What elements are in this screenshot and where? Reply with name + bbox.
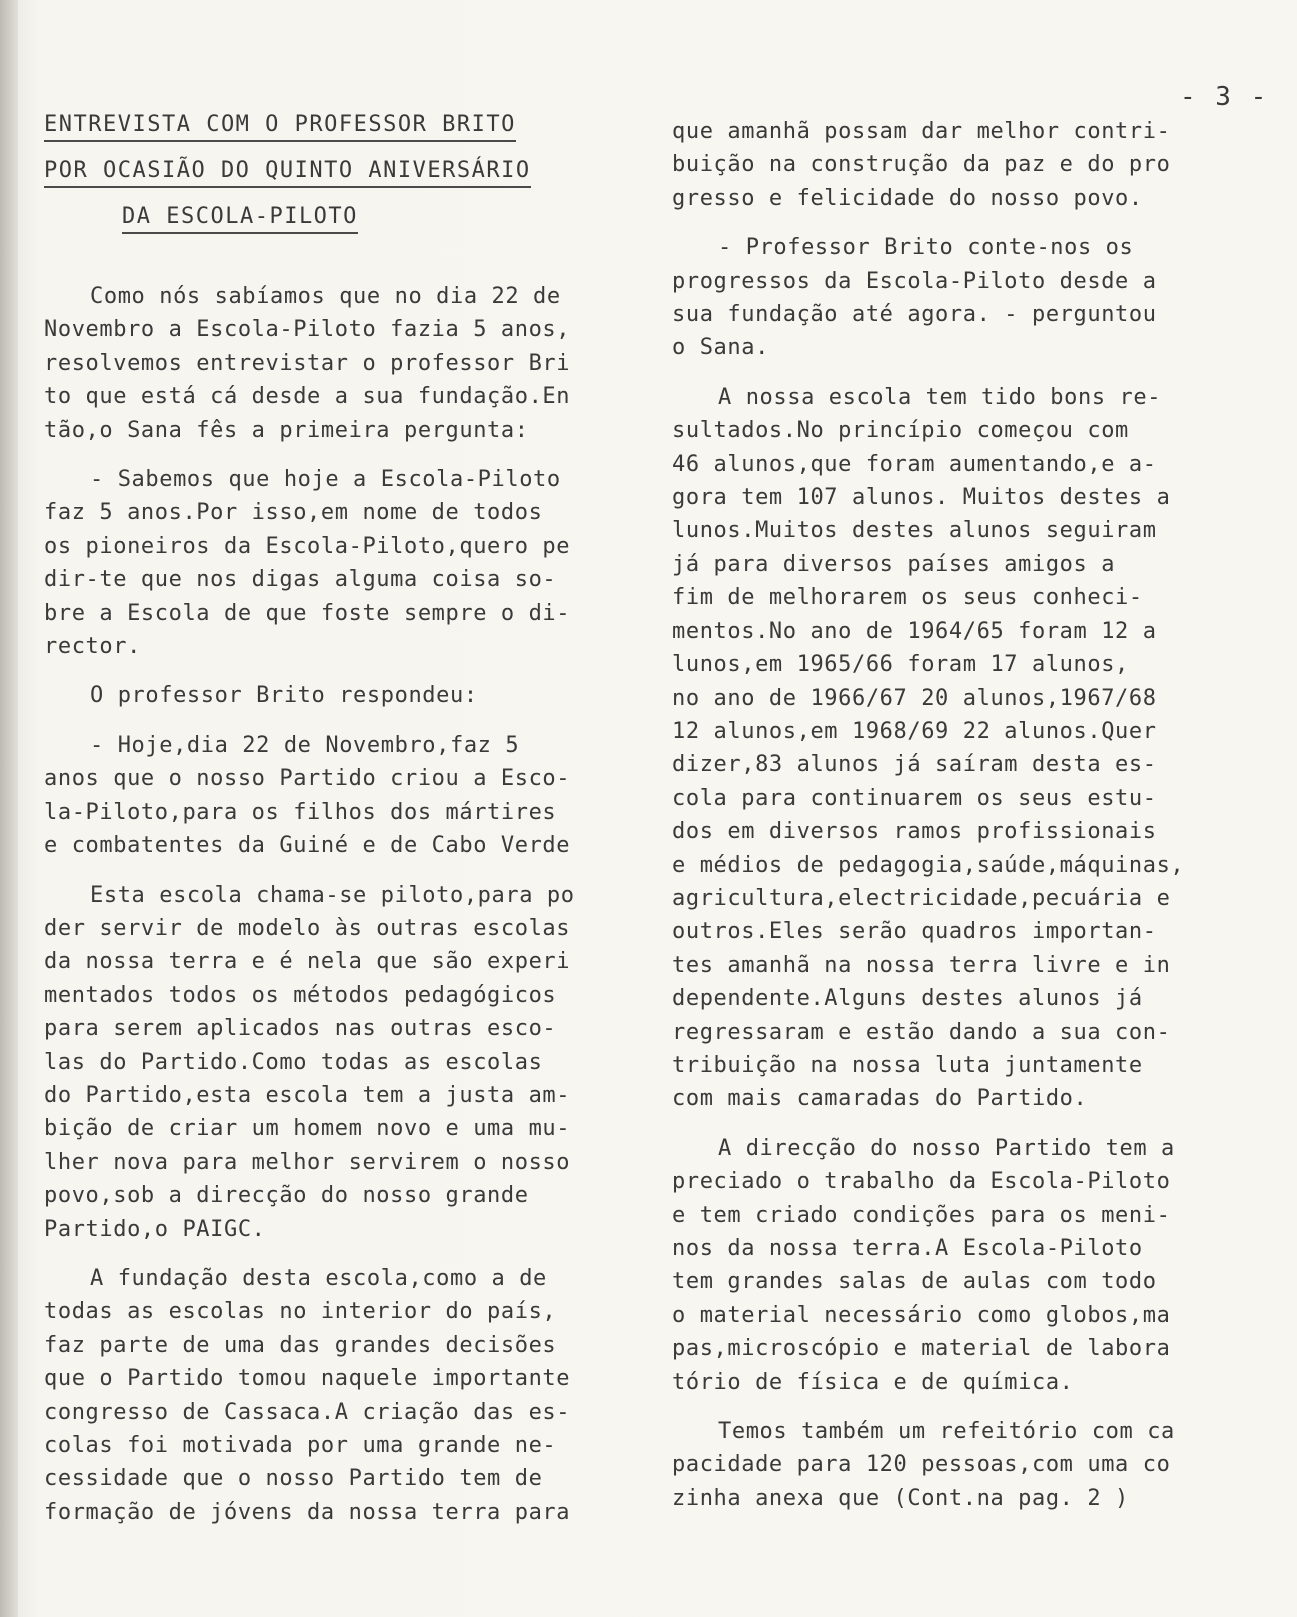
paragraph: Temos também um refeitório com ca pacidade para 120 pessoas,com uma co zinha anexa que (Cont.na pag. 2 ) <box>672 1419 1175 1511</box>
paragraph: Esta escola chama-se piloto,para po der servir de modelo às outras escolas da nossa terra e é nela que são experi mentados todos os métodos pedagógicos para serem aplicados nas outras esco- las do Partido.Como todas as escolas do Partido,esta escola tem a justa am- bição de criar um homem novo e uma mu- lher nova para melhor servirem o nosso povo,sob a direcção do nosso grande Partido,o PAIGC. <box>44 882 575 1242</box>
title-line-1: ENTREVISTA COM O PROFESSOR BRITO <box>44 110 516 142</box>
paragraph: A nossa escola tem tido bons re- sultados.No princípio começou com 46 alunos,que foram aumentando,e a- gora tem 107 alunos. Muitos destes a lunos.Muitos destes alunos seguiram já para diversos países amigos a fim de melhorarem os seus conheci- mentos.No ano de 1964/65 foram 12 a lunos,em 1965/66 foram 17 alunos, no ano de 1966/67 20 alunos,1967/68 12 alunos,em 1968/69 22 alunos.Quer dizer,83 alunos já saíram desta es- cola para continuarem os seus estu- dos em diversos ramos profissionais e médios de pedagogia,saúde,máquinas, agricultura,electricidade,pecuária e outros.Eles serão quadros importan- tes amanhã na nossa terra livre e in dependente.Alguns destes alunos já regressaram e estão dando a sua con- tribuição na nossa luta juntamente com mais camaradas do Partido. <box>672 384 1185 1112</box>
title-line-3: DA ESCOLA-PILOTO <box>122 202 358 234</box>
title-line-2: POR OCASIÃO DO QUINTO ANIVERSÁRIO <box>44 156 531 188</box>
paragraph: O professor Brito respondeu: <box>90 683 478 709</box>
paragraph: A fundação desta escola,como a de todas as escolas no interior do país, faz parte de uma das grandes decisões que o Partido tomou naquele importante congresso de Cassaca.A criação das es- colas foi motivada por uma grande ne- cessidade que o nosso Partido tem de formação de jóvens da nossa terra para <box>44 1265 571 1525</box>
paragraph: - Hoje,dia 22 de Novembro,faz 5 anos que o nosso Partido criou a Esco- la-Piloto,para os filhos dos mártires e combatentes da Guiné e de Cabo Verde <box>44 732 571 859</box>
paragraph: que amanhã possam dar melhor contri- buição na construção da paz e do pro gresso e felicidade do nosso povo. <box>672 119 1171 211</box>
right-column <box>672 115 1252 1531</box>
paragraph: - Professor Brito conte-nos os progressos da Escola-Piloto desde a sua fundação até agora. - perguntou o Sana. <box>672 235 1157 361</box>
page-binding-edge <box>0 0 18 1617</box>
paragraph: A direcção do nosso Partido tem a preciado o trabalho da Escola-Piloto e tem criado condições para os meni- nos da nossa terra.A Escola-Piloto tem grandes salas de aulas com todo o material necessário como globos,ma pas,microscópio e material de labora tório de física e de química. <box>672 1135 1175 1395</box>
page-number: - 3 - <box>1180 82 1269 112</box>
paragraph: - Sabemos que hoje a Escola-Piloto faz 5 anos.Por isso,em nome de todos os pioneiros da Escola-Piloto,quero pe dir-te que nos digas alguma coisa so- bre a Escola de que foste sempre o di- rector. <box>44 467 571 660</box>
left-column <box>44 280 644 1545</box>
article-title <box>44 110 604 248</box>
paragraph: Como nós sabíamos que no dia 22 de Novembro a Escola-Piloto fazia 5 anos, resolvemos entrevistar o professor Bri to que está cá desde a sua fundação.En tão,o Sana fês a primeira pergunta: <box>44 284 571 443</box>
